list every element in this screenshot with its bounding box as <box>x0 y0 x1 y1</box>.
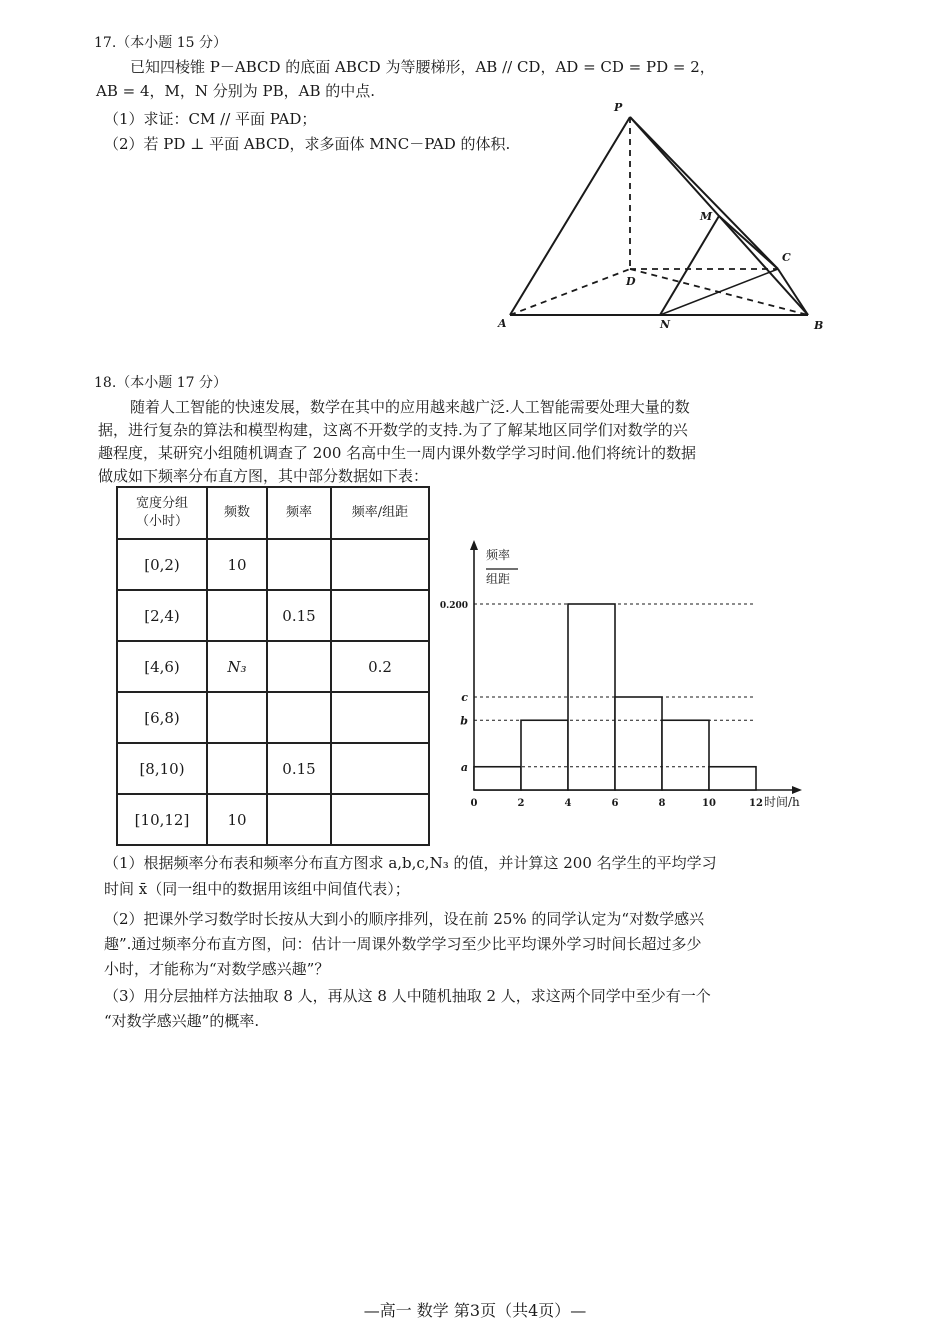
problem18-q3-line2: “对数学感兴趣”的概率. <box>104 1012 260 1030</box>
problem18-q1-line1: （1）根据频率分布表和频率分布直方图求 a,b,c,N₃ 的值，并计算这 200 名学生的平均学习 <box>104 854 717 872</box>
table-cell: [4,6) <box>117 641 207 692</box>
problem18-intro-1: 随着人工智能的快速发展，数学在其中的应用越来越广泛.人工智能需要处理大量的数 <box>130 398 690 416</box>
label-a: A <box>498 317 507 330</box>
y-mark-label: a <box>460 760 468 774</box>
label-m: M <box>700 210 713 223</box>
table-cell <box>207 743 267 794</box>
table-header-cell: 宽度分组 （小时） <box>117 487 207 539</box>
table-cell <box>267 641 331 692</box>
table-header-cell: 频率/组距 <box>331 487 429 539</box>
table-cell: 0.15 <box>267 743 331 794</box>
x-axis-arrow <box>792 786 802 794</box>
table-header-cell: 频率 <box>267 487 331 539</box>
label-p: P <box>614 101 623 114</box>
x-tick-label: 10 <box>702 798 716 809</box>
segment-mn <box>660 216 719 315</box>
table-cell <box>331 743 429 794</box>
histogram-bar <box>709 767 756 790</box>
table-cell: 0.15 <box>267 590 331 641</box>
table-cell: [0,2) <box>117 539 207 590</box>
table-cell <box>207 590 267 641</box>
problem18-q1-line2: 时间 x̄（同一组中的数据用该组中间值代表）； <box>104 880 410 898</box>
table-row <box>117 692 429 743</box>
problem18-intro-4: 做成如下频率分布直方图，其中部分数据如下表： <box>98 467 429 485</box>
table-header-cell: 频数 <box>207 487 267 539</box>
problem18-q3-line1: （3）用分层抽样方法抽取 8 人，再从这 8 人中随机抽取 2 人，求这两个同学中至少有一个 <box>104 987 711 1005</box>
segment-mc <box>719 216 778 269</box>
x-tick-label: 6 <box>611 798 619 809</box>
histogram-bar <box>662 720 709 790</box>
table-cell <box>331 692 429 743</box>
y-axis-arrow <box>470 540 478 550</box>
page-footer: —高一 数学 第3页（共4页）— <box>363 1301 587 1320</box>
table-row <box>117 794 429 845</box>
label-b: B <box>814 319 824 332</box>
ylabel-bottom: 组距 <box>486 572 511 586</box>
table-cell <box>331 590 429 641</box>
table-cell <box>267 794 331 845</box>
x-tick-label: 8 <box>658 798 666 809</box>
problem17-line1: 已知四棱锥 P－ABCD 的底面 ABCD 为等腰梯形，AB // CD，AD = CD = PD = 2， <box>130 58 715 76</box>
problem18-intro-2: 据，进行复杂的算法和模型构建，这离不开数学的支持.为了了解某地区同学们对数学的兴 <box>98 421 688 439</box>
edge-pa <box>510 117 630 315</box>
table-cell: [6,8) <box>117 692 207 743</box>
problem18-intro-3: 趣程度，某研究小组随机调查了 200 名高中生一周内课外数学学习时间.他们将统计的数据 <box>98 444 696 462</box>
x-tick-label: 12 <box>749 798 763 809</box>
problem18-q2-line2: 趣”.通过频率分布直方图，问：估计一周课外数学学习至少比平均课外学习时间长超过多少 <box>104 935 702 953</box>
y-mark-label: c <box>461 691 468 704</box>
problem17-part2: （2）若 PD ⊥ 平面 ABCD，求多面体 MNC－PAD 的体积. <box>104 135 511 153</box>
table-cell <box>267 692 331 743</box>
histogram-bar <box>521 720 568 790</box>
table-cell <box>331 794 429 845</box>
table-cell: 10 <box>207 539 267 590</box>
pyramid-figure <box>490 95 840 340</box>
problem18-q2-line1: （2）把课外学习数学时长按从大到小的顺序排列，设在前 25% 的同学认定为“对数学感兴 <box>104 910 705 928</box>
label-d: D <box>626 275 636 288</box>
frequency-histogram <box>430 536 830 816</box>
table-cell <box>331 539 429 590</box>
x-tick-label: 4 <box>564 798 572 809</box>
problem18-q2-line3: 小时，才能称为“对数学感兴趣”？ <box>104 960 330 978</box>
table-row <box>117 641 429 692</box>
histogram-bar <box>615 697 662 790</box>
problem18-header: 18.（本小题 17 分） <box>94 375 227 391</box>
table-row <box>117 590 429 641</box>
problem17-header: 17.（本小题 15 分） <box>94 35 227 51</box>
x-tick-label: 2 <box>517 798 525 809</box>
x-axis-label: 时间/h <box>764 795 800 809</box>
y-mark-label: 0.200 <box>439 601 468 611</box>
frequency-table <box>116 486 430 846</box>
y-mark-label: b <box>460 714 468 728</box>
problem17-part1: （1）求证：CM // 平面 PAD； <box>104 110 317 128</box>
x-tick-label: 0 <box>470 798 478 809</box>
table-cell: [10,12] <box>117 794 207 845</box>
table-cell: [2,4) <box>117 590 207 641</box>
edge-ad-hidden <box>510 269 630 315</box>
table-cell: N₃ <box>207 641 267 692</box>
table-cell <box>267 539 331 590</box>
diag-db-hidden <box>630 269 808 315</box>
ylabel-top: 频率 <box>486 548 511 562</box>
table-cell: 10 <box>207 794 267 845</box>
table-row <box>117 743 429 794</box>
table-cell: 0.2 <box>331 641 429 692</box>
label-c: C <box>782 251 791 264</box>
table-row <box>117 539 429 590</box>
table-cell: [8,10) <box>117 743 207 794</box>
label-n: N <box>660 318 671 331</box>
problem17-line2: AB = 4，M，N 分别为 PB，AB 的中点. <box>96 82 376 100</box>
table-header-row <box>117 487 429 539</box>
histogram-bar <box>474 767 521 790</box>
edge-pc <box>630 117 778 269</box>
table-cell <box>207 692 267 743</box>
